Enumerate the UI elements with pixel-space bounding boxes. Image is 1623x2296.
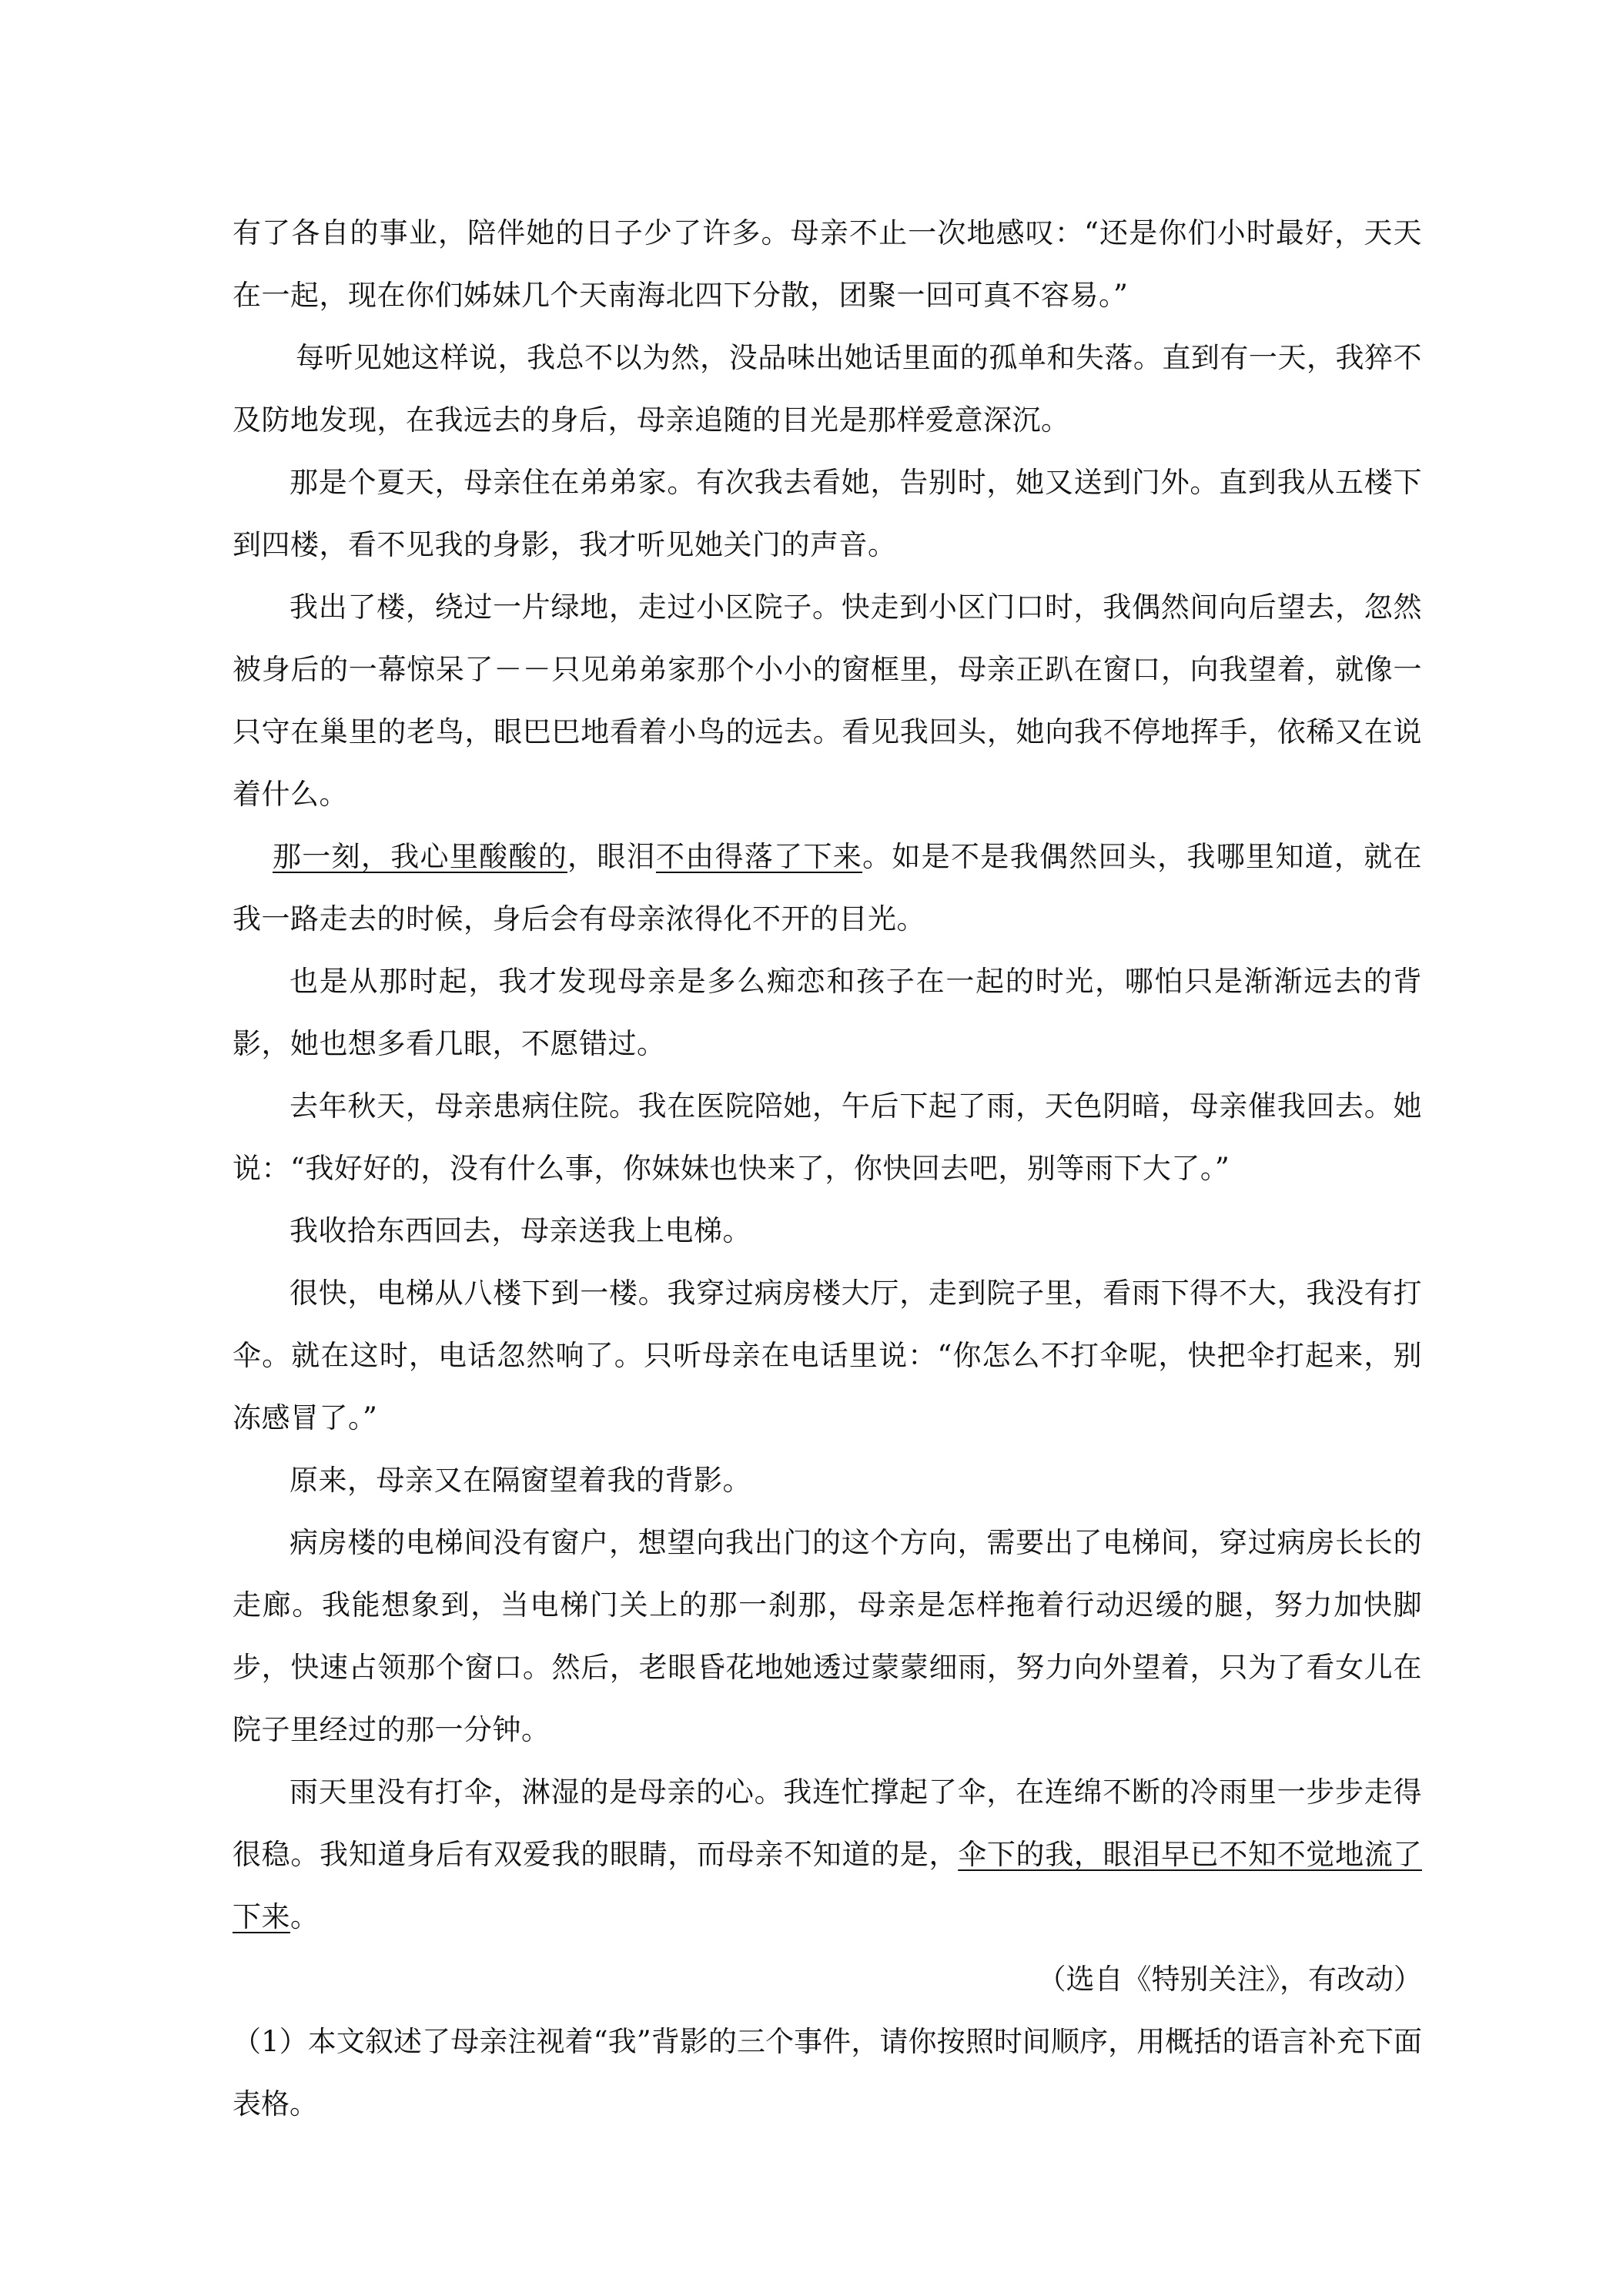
paragraph-3: 那是个夏天，母亲住在弟弟家。有次我去看她，告别时，她又送到门外。直到我从五楼下到四楼，看不见我的身影，我才听见她关门的声音。: [233, 466, 1422, 561]
underlined-phrase-1: 那一刻，我心里酸酸的: [273, 840, 568, 873]
paragraph-8: 我收拾东西回去，母亲送我上电梯。: [289, 1214, 751, 1247]
paragraph-5: [233, 825, 1422, 950]
paragraph-5-rest: 。如是不是我偶然回头，我哪里知道，就在我一路走去的时候，身后会有母亲浓得化不开的目光。: [233, 840, 1423, 935]
paragraph-1: 有了各自的事业，陪伴她的日子少了许多。母亲不止一次地感叹：“还是你们小时最好，天天在一起，现在你们姊妹几个天南海北四下分散，团聚一回可真不容易。”: [233, 216, 1422, 312]
paragraph-12-end: 。: [290, 1900, 320, 1933]
paragraph-12: [233, 1761, 1422, 1948]
paragraph-2: 每听见她这样说，我总不以为然，没品味出她话里面的孤单和失落。直到有一天，我猝不及防地发现，在我远去的身后，母亲追随的目光是那样爱意深沉。: [233, 341, 1422, 437]
paragraph-9: 很快，电梯从八楼下到一楼。我穿过病房楼大厅，走到院子里，看雨下得不大，我没有打伞。就在这时，电话忽然响了。只听母亲在电话里说：“你怎么不打伞呢，快把伞打起来，别冻感冒了。”: [233, 1277, 1422, 1434]
paragraph-11: 病房楼的电梯间没有窗户，想望向我出门的这个方向，需要出了电梯间，穿过病房长长的走廊。我能想象到，当电梯门关上的那一刹那，母亲是怎样拖着行动迟缓的腿，努力加快脚步，快速占领那个窗口。然后，老眼昏花地她透过蒙蒙细雨，努力向外望着，只为了看女儿在院子里经过的那一分钟。: [233, 1526, 1422, 1746]
paragraph-10: 原来，母亲又在隔窗望着我的背影。: [289, 1464, 751, 1497]
paragraph-6: 也是从那时起，我才发现母亲是多么痴恋和孩子在一起的时光，哪怕只是渐渐远去的背影，她也想多看几眼，不愿错过。: [233, 965, 1422, 1060]
paragraph-5-middle: ，眼泪: [567, 840, 656, 873]
paragraph-12-text: 雨天里没有打伞，淋湿的是母亲的心。我连忙撑起了伞，在连绵不断的冷雨里一步步走得很稳。我知道身后有双爱我的眼睛，而母亲不知道的是，: [233, 1776, 1422, 1871]
underlined-phrase-3: 伞下的我，眼泪早已不知不觉地流了下来: [233, 1838, 1422, 1933]
underlined-phrase-2: 不由得落了下来: [655, 840, 863, 873]
question-1: （1）本文叙述了母亲注视着“我”背影的三个事件，请你按照时间顺序，用概括的语言补充下面表格。: [233, 2025, 1422, 2120]
article-body: [233, 202, 1422, 2135]
source-attribution: （选自《特别关注》，有改动）: [1037, 1963, 1422, 1996]
paragraph-4: 我出了楼，绕过一片绿地，走过小区院子。快走到小区门口时，我偶然间向后望去，忽然被身后的一幕惊呆了－－只见弟弟家那个小小的窗框里，母亲正趴在窗口，向我望着，就像一只守在巢里的老鸟，眼巴巴地看着小鸟的远去。看见我回头，她向我不停地挥手，依稀又在说着什么。: [233, 591, 1422, 811]
paragraph-7: 去年秋天，母亲患病住院。我在医院陪她，午后下起了雨，天色阴暗，母亲催我回去。她说：“我好好的，没有什么事，你妹妹也快来了，你快回去吧，别等雨下大了。”: [233, 1089, 1422, 1185]
